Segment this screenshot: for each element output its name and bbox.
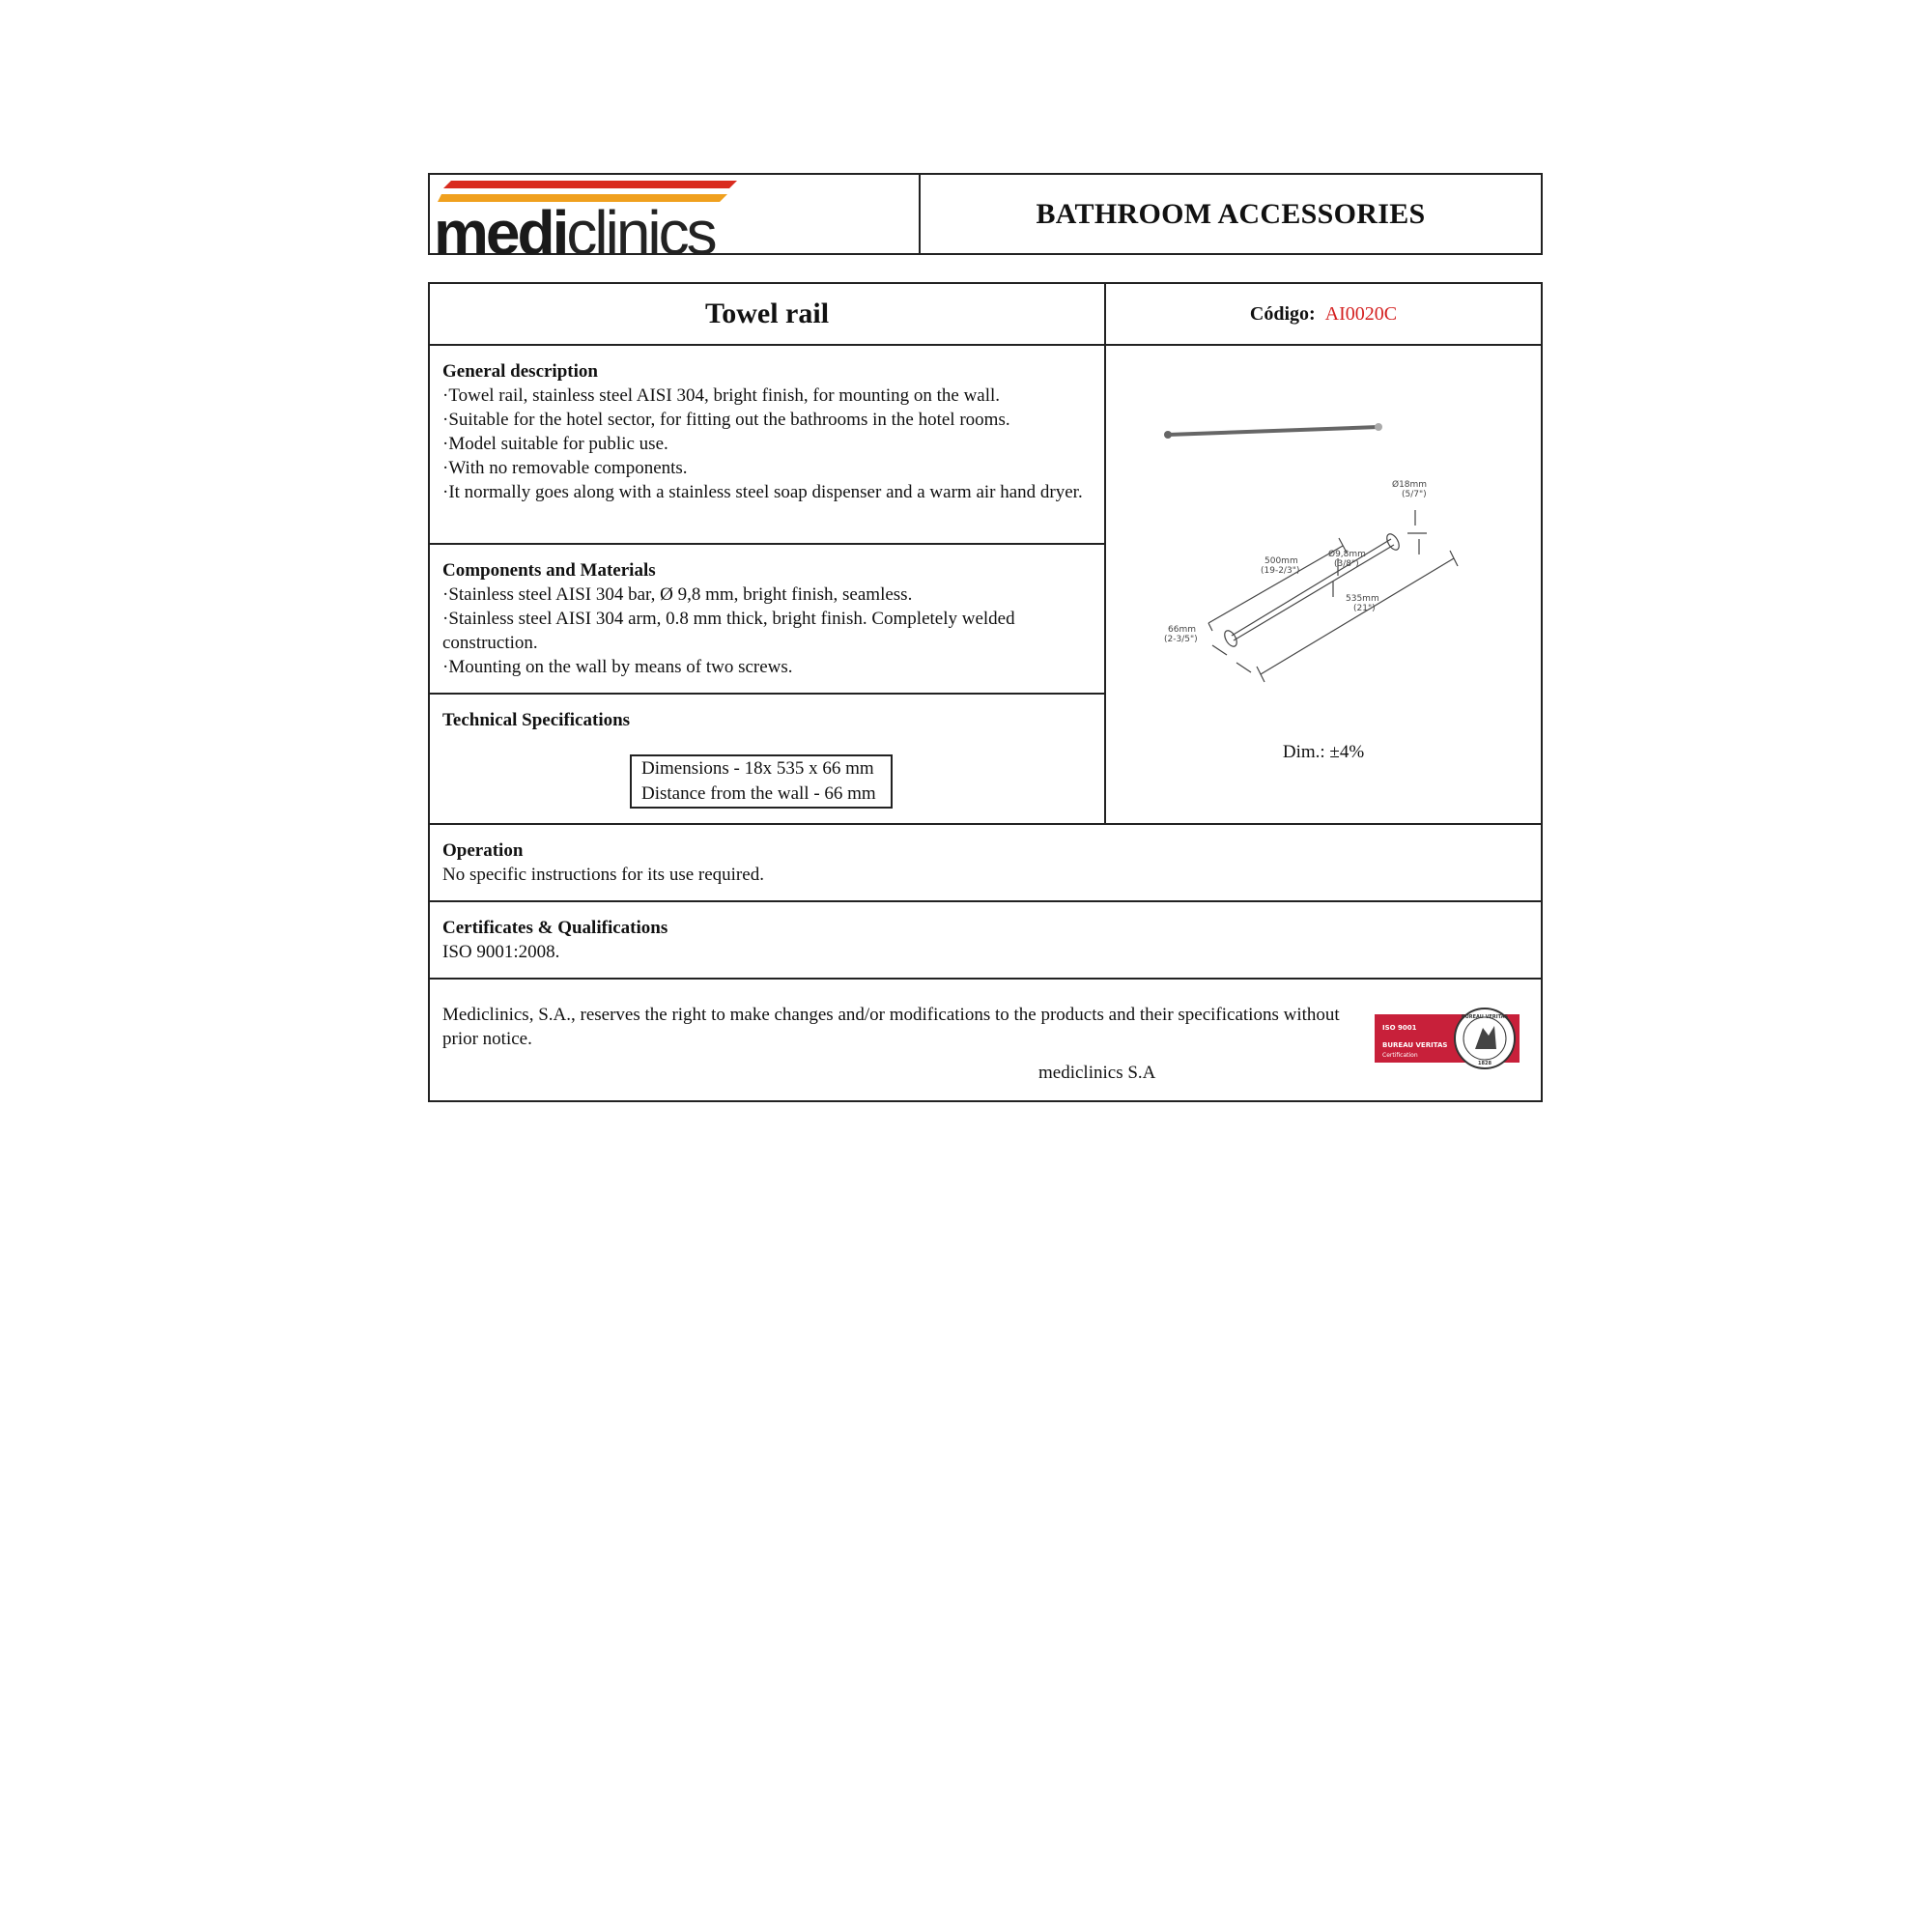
label-diameter-top-in: (5/7")	[1402, 490, 1427, 499]
badge-line2: BUREAU VERITAS	[1382, 1041, 1448, 1049]
product-code-value: AI0020C	[1324, 302, 1398, 325]
product-sheet	[428, 282, 1543, 1102]
label-length-outer-in: (21")	[1353, 604, 1376, 613]
components-heading: Components and Materials	[442, 560, 656, 581]
general-description-line: ·With no removable components.	[442, 458, 688, 478]
technical-specifications-section	[430, 695, 1104, 823]
certificates-heading: Certificates & Qualifications	[442, 918, 668, 938]
label-depth-in: (2-3/5")	[1164, 635, 1198, 644]
badge-seal-year: 1828	[1478, 1061, 1492, 1066]
bureau-veritas-badge-icon	[1375, 1007, 1520, 1070]
certificates-text: ISO 9001:2008.	[442, 942, 560, 962]
product-title: Towel rail	[430, 284, 1104, 346]
label-diameter-top: Ø18mm	[1392, 480, 1428, 490]
general-description-heading: General description	[442, 361, 598, 382]
label-bar-diameter-in: (3/8")	[1334, 559, 1359, 569]
spec-row-dimensions: Dimensions - 18x 535 x 66 mm	[641, 758, 874, 779]
logo	[430, 175, 921, 268]
product-code-label: Código:	[1249, 302, 1316, 325]
product-image-column	[1106, 284, 1541, 823]
badge-seal-text: BUREAU VERITAS	[1461, 1014, 1509, 1020]
dimension-tolerance: Dim.: ±4%	[1282, 742, 1365, 762]
label-bar-diameter: Ø9,8mm	[1328, 550, 1366, 559]
product-top-grid	[430, 284, 1541, 825]
label-length-inner-in: (19-2/3")	[1261, 566, 1300, 576]
components-section	[430, 545, 1104, 695]
category-title: BATHROOM ACCESSORIES	[1036, 197, 1426, 230]
spec-row-wall-distance: Distance from the wall - 66 mm	[641, 783, 876, 804]
badge-line3: Certification	[1382, 1052, 1418, 1059]
operation-heading: Operation	[442, 840, 524, 861]
drawing-labels	[1164, 479, 1427, 644]
label-length-outer: 535mm	[1346, 594, 1379, 604]
general-description-line: ·It normally goes along with a stainless steel soap dispenser and a warm air hand dryer.	[442, 482, 1083, 502]
general-description-line: ·Towel rail, stainless steel AISI 304, bright finish, for mounting on the wall.	[442, 385, 1001, 406]
spec-table	[630, 754, 893, 809]
product-drawing	[1106, 346, 1541, 742]
towel-rail-photo	[1164, 423, 1382, 439]
towel-rail-dimension-drawing	[1208, 510, 1458, 682]
certificates-section	[430, 902, 1541, 980]
operation-section	[430, 825, 1541, 902]
footer-company: mediclinics S.A	[1038, 1063, 1156, 1083]
footer-section	[430, 980, 1541, 1100]
product-details-column	[430, 284, 1106, 823]
general-description-line: ·Model suitable for public use.	[442, 434, 668, 454]
operation-text: No specific instructions for its use required.	[442, 865, 764, 885]
logo-wordmark: mediclinics	[434, 198, 715, 268]
general-description-line: ·Suitable for the hotel sector, for fitting out the bathrooms in the hotel rooms.	[442, 410, 1010, 430]
towel-rail-drawing	[1154, 413, 1502, 732]
components-line: ·Stainless steel AISI 304 bar, Ø 9,8 mm, bright finish, seamless.	[442, 584, 913, 605]
general-description-section	[430, 346, 1104, 545]
product-code	[1106, 284, 1541, 346]
components-line: ·Stainless steel AISI 304 arm, 0.8 mm thick, bright finish. Completely welded construction.	[442, 609, 1015, 653]
badge-line1: ISO 9001	[1382, 1024, 1417, 1032]
document-header	[428, 173, 1543, 268]
technical-heading: Technical Specifications	[442, 710, 631, 730]
disclaimer-text: Mediclinics, S.A., reserves the right to make changes and/or modifications to the products and their specifications without prior notice.	[442, 1005, 1340, 1049]
label-depth: 66mm	[1168, 625, 1196, 635]
components-line: ·Mounting on the wall by means of two screws.	[442, 657, 793, 677]
label-length-inner: 500mm	[1264, 556, 1298, 566]
